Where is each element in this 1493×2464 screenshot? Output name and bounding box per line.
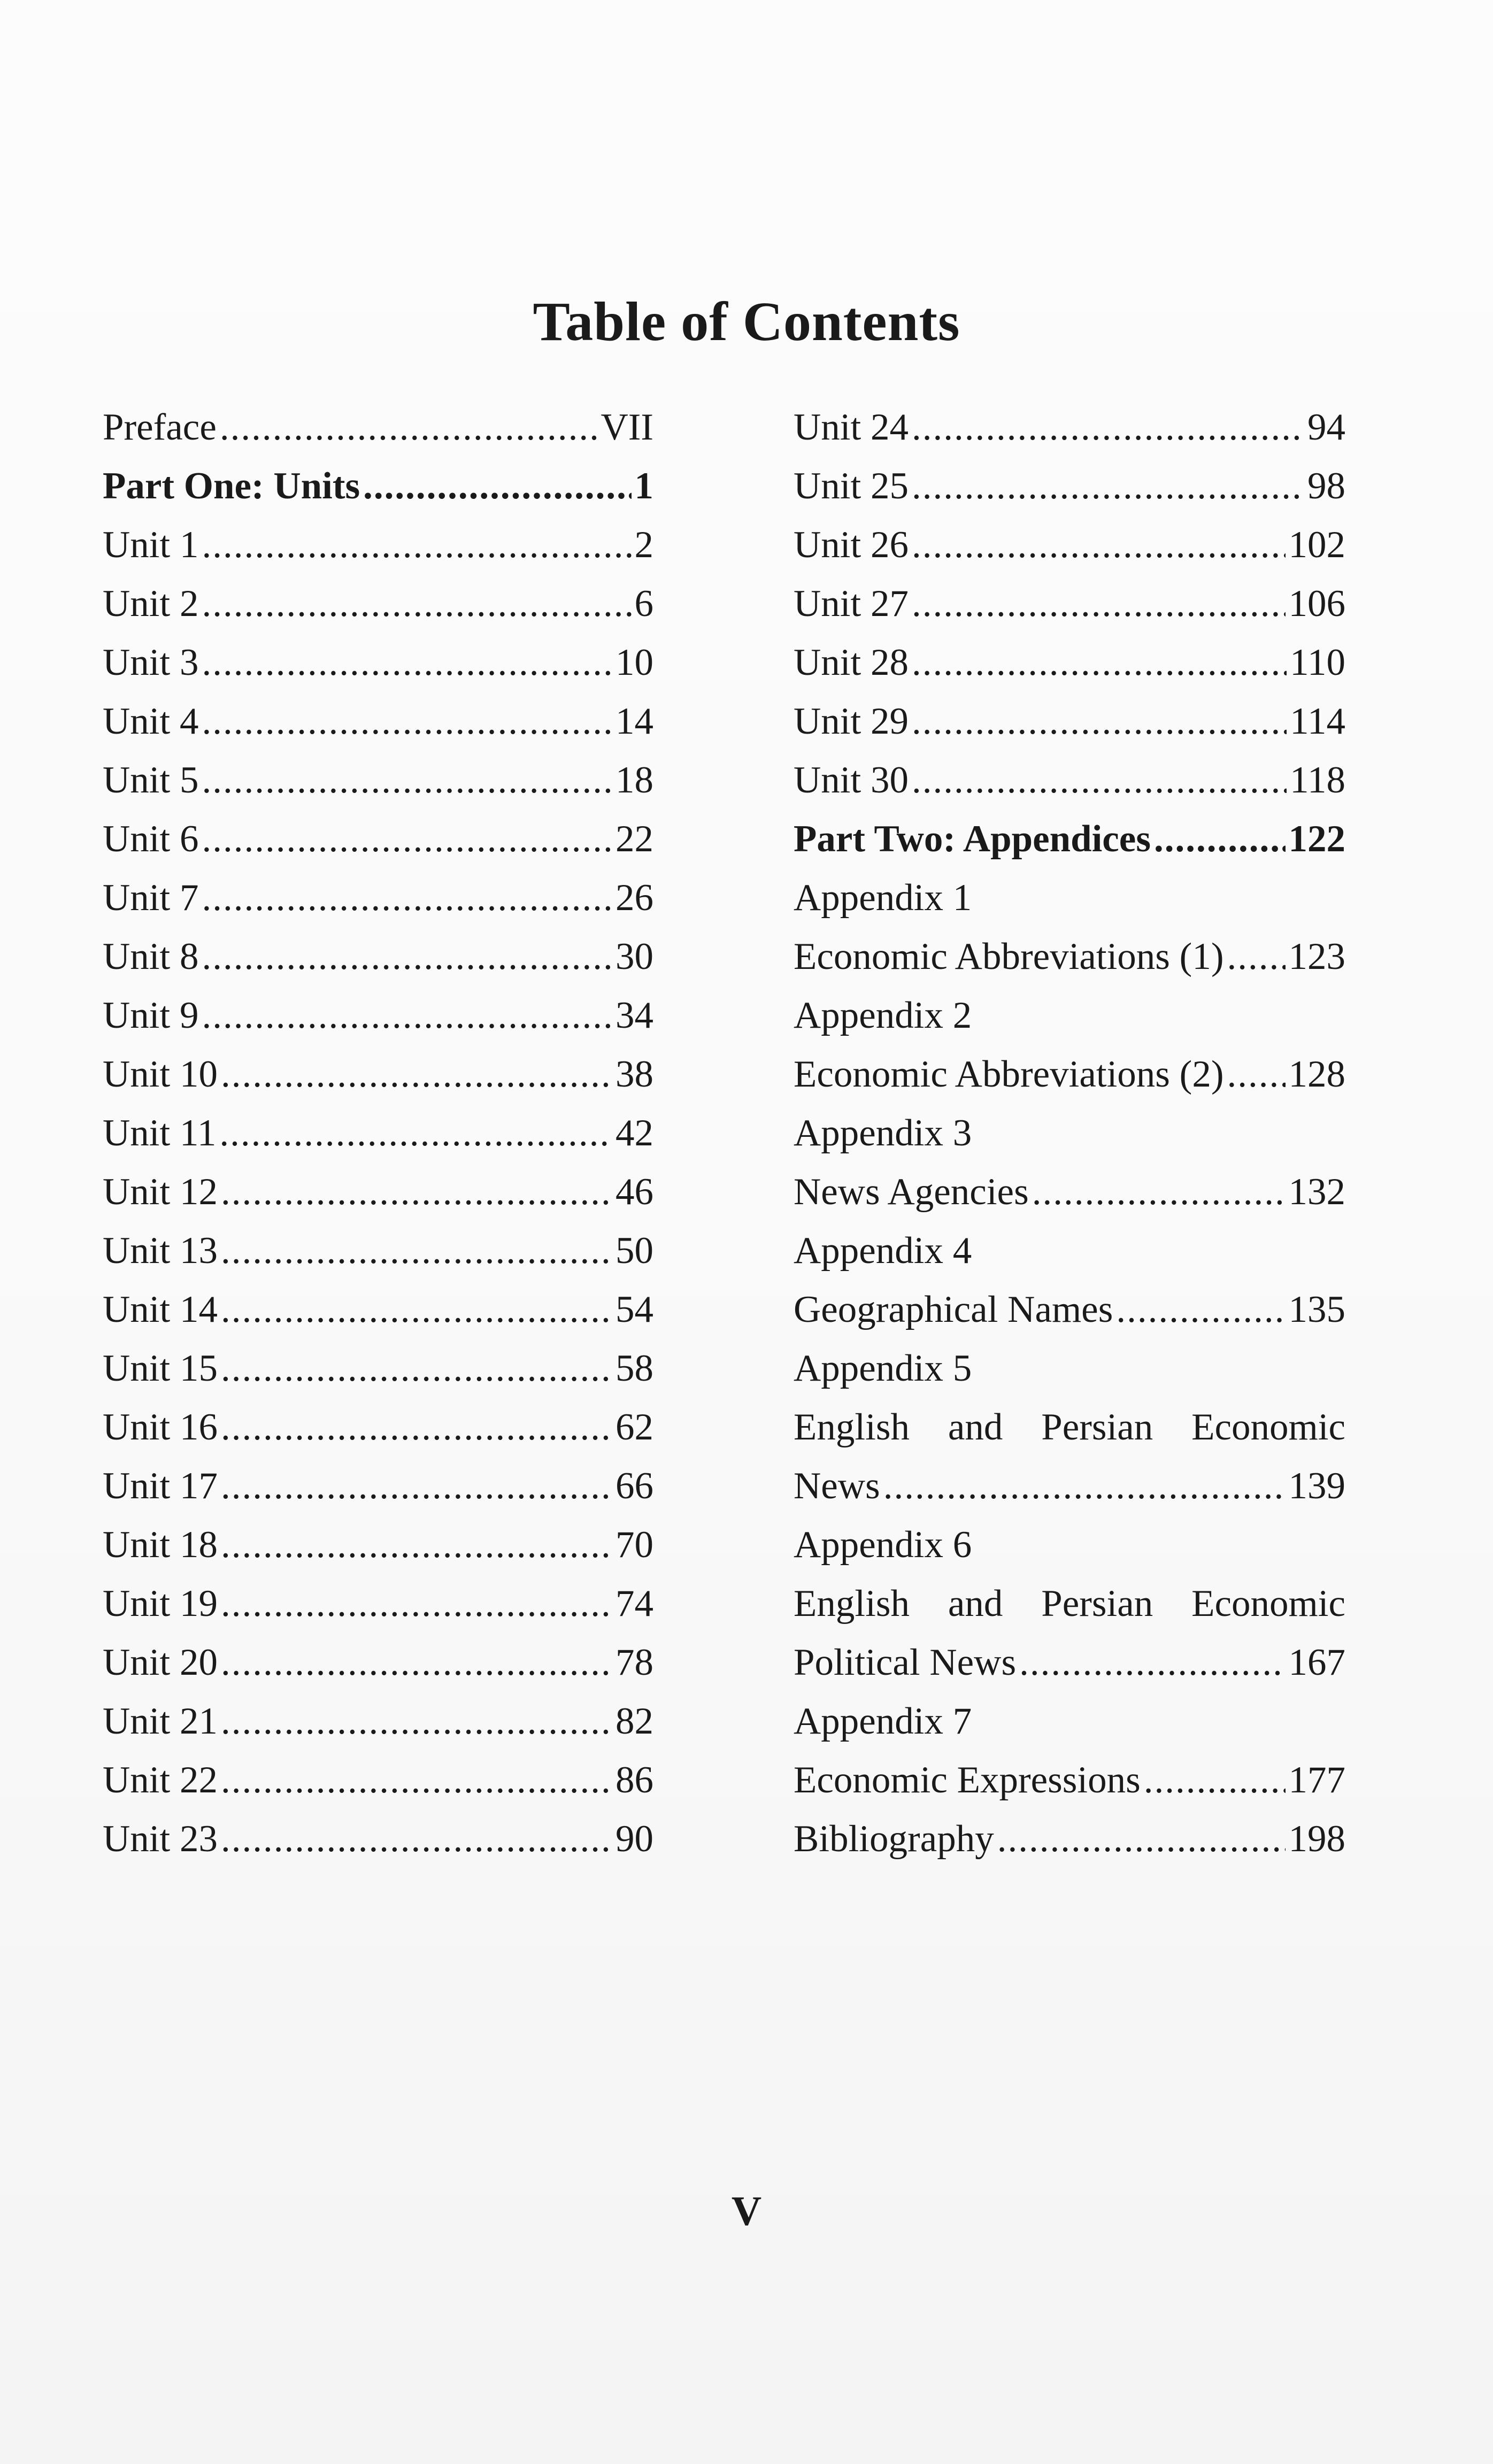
dot-leader: [221, 1056, 612, 1094]
toc-entry: [794, 1446, 1345, 1505]
toc-entry: [103, 1211, 653, 1270]
toc-entry-wrapped-line: [794, 1564, 1345, 1623]
dot-leader: [912, 644, 1287, 682]
toc-entry-page: 94: [1307, 406, 1345, 448]
toc-entry: [794, 1270, 1345, 1329]
toc-entry-label: Unit 6: [103, 818, 199, 860]
toc-entry-page: 177: [1288, 1759, 1345, 1801]
toc-entry-label: Unit 25: [794, 465, 909, 507]
toc-entry-label: Appendix 5: [794, 1348, 972, 1389]
toc-word: Persian: [1041, 1406, 1153, 1448]
toc-entry: [794, 1035, 1345, 1094]
toc-entry-label: Economic Abbreviations (2): [794, 1053, 1224, 1095]
toc-entry-page: 167: [1288, 1642, 1345, 1683]
toc-entry: [794, 446, 1345, 505]
toc-entry-page: 74: [615, 1583, 653, 1624]
toc-entry-label: Unit 13: [103, 1230, 218, 1272]
toc-entry: [103, 1682, 653, 1741]
toc-entry-page: 1: [634, 465, 653, 507]
toc-entry-label: Preface: [103, 406, 217, 448]
dot-leader: [221, 1467, 612, 1505]
dot-leader: [221, 1350, 612, 1388]
toc-entry-page: 42: [615, 1112, 653, 1154]
dot-leader: [202, 703, 612, 741]
toc-word: and: [948, 1406, 1003, 1448]
toc-entry: [103, 1741, 653, 1799]
toc-word: Persian: [1041, 1583, 1153, 1624]
toc-entry-label: Unit 24: [794, 406, 909, 448]
toc-entry-page: 82: [615, 1700, 653, 1742]
toc-entry-label: News Agencies: [794, 1171, 1029, 1213]
toc-entry: [794, 388, 1345, 446]
toc-entry-page: 2: [634, 524, 653, 566]
dot-leader: [202, 997, 612, 1035]
toc-entry: [794, 1741, 1345, 1799]
dot-leader: [363, 467, 631, 505]
dot-leader: [1019, 1644, 1285, 1682]
toc-entry-label: Appendix 2: [794, 995, 972, 1036]
toc-entry-page: 46: [615, 1171, 653, 1213]
toc-part-heading: [794, 799, 1345, 858]
toc-word: Economic: [1191, 1583, 1345, 1624]
toc-entry: [794, 505, 1345, 564]
toc-entry: [103, 1270, 653, 1329]
toc-entry-page: 50: [615, 1230, 653, 1272]
toc-entry: [103, 564, 653, 623]
dot-leader: [912, 526, 1286, 564]
dot-leader: [202, 526, 631, 564]
toc-entry-label: Appendix 3: [794, 1112, 972, 1154]
dot-leader: [883, 1467, 1286, 1505]
toc-entry-page: 26: [615, 877, 653, 919]
toc-entry-label: Unit 18: [103, 1524, 218, 1566]
toc-entry: [794, 741, 1345, 799]
dot-leader: [221, 1291, 612, 1329]
dot-leader: [221, 1408, 612, 1446]
toc-entry: [103, 976, 653, 1035]
dot-leader: [221, 1232, 612, 1270]
toc-entry-page: 132: [1288, 1171, 1345, 1213]
toc-entry-label: Unit 8: [103, 936, 199, 977]
toc-entry-label: Political News: [794, 1642, 1017, 1683]
dot-leader: [202, 644, 612, 682]
toc-entry: [103, 1035, 653, 1094]
toc-entry-page: 110: [1290, 642, 1345, 683]
dot-leader: [1032, 1173, 1286, 1211]
dot-leader: [221, 1703, 612, 1741]
toc-entry: [794, 682, 1345, 741]
toc-entry: [794, 1799, 1345, 1858]
toc-appendix-heading: [794, 1682, 1345, 1741]
dot-leader: [221, 1526, 612, 1564]
toc-appendix-heading: [794, 858, 1345, 917]
toc-appendix-heading: [794, 1094, 1345, 1152]
toc-entry-label: Appendix 6: [794, 1524, 972, 1566]
toc-entry-page: 98: [1307, 465, 1345, 507]
toc-entry-page: 102: [1288, 524, 1345, 566]
toc-entry-page: 86: [615, 1759, 653, 1801]
toc-entry-label: Unit 7: [103, 877, 199, 919]
toc-entry-label: Unit 14: [103, 1289, 218, 1330]
toc-entry-label: Unit 2: [103, 583, 199, 625]
dot-leader: [912, 409, 1304, 446]
toc-entry-page: 128: [1288, 1053, 1345, 1095]
toc-appendix-heading: [794, 1505, 1345, 1564]
toc-entry: [103, 1446, 653, 1505]
toc-entry-page: 58: [615, 1348, 653, 1389]
toc-entry-label: Unit 11: [103, 1112, 217, 1154]
dot-leader: [1227, 938, 1285, 976]
toc-entry-label: Unit 20: [103, 1642, 218, 1683]
toc-entry-page: 78: [615, 1642, 653, 1683]
toc-entry-label: [794, 1408, 1345, 1446]
toc-entry: [103, 1505, 653, 1564]
dot-leader: [912, 703, 1287, 741]
toc-entry-label: Unit 21: [103, 1700, 218, 1742]
toc-entry: [794, 1623, 1345, 1682]
toc-entry-label: Appendix 7: [794, 1700, 972, 1742]
toc-entry-page: 198: [1288, 1818, 1345, 1860]
toc-entry: [103, 1152, 653, 1211]
toc-appendix-heading: [794, 1211, 1345, 1270]
dot-leader: [221, 1644, 612, 1682]
toc-entry: [103, 1564, 653, 1623]
dot-leader: [912, 761, 1287, 799]
toc-entry-label: Unit 23: [103, 1818, 218, 1860]
toc-entry-label: Unit 1: [103, 524, 199, 566]
toc-word: and: [948, 1583, 1003, 1624]
toc-entry: [103, 858, 653, 917]
toc-appendix-heading: [794, 1329, 1345, 1388]
toc-entry-label: Unit 22: [103, 1759, 218, 1801]
toc-entry-page: 118: [1290, 759, 1345, 801]
toc-entry-page: 123: [1288, 936, 1345, 977]
toc-entry-page: 106: [1288, 583, 1345, 625]
toc-entry-page: 14: [615, 700, 653, 742]
toc-entry-label: Economic Expressions: [794, 1759, 1141, 1801]
toc-entry-page: 90: [615, 1818, 653, 1860]
dot-leader: [1144, 1761, 1286, 1799]
toc-entry: [103, 1094, 653, 1152]
dot-leader: [221, 1173, 612, 1211]
toc-entry-label: Appendix 1: [794, 877, 972, 919]
toc-entry: [103, 741, 653, 799]
dot-leader: [202, 585, 631, 623]
toc-entry-page: 66: [615, 1465, 653, 1507]
toc-entry: [103, 1388, 653, 1446]
toc-entry-page: 22: [615, 818, 653, 860]
toc-entry: [103, 682, 653, 741]
toc-word: English: [794, 1583, 910, 1624]
toc-entry: [103, 1623, 653, 1682]
toc-entry-label: Geographical Names: [794, 1289, 1113, 1330]
toc-entry: [794, 564, 1345, 623]
toc-entry-page: 6: [634, 583, 653, 625]
toc-entry-wrapped-line: [794, 1388, 1345, 1446]
toc-entry: [103, 505, 653, 564]
toc-entry-page: 10: [615, 642, 653, 683]
dot-leader: [221, 1820, 612, 1858]
toc-entry-label: Unit 12: [103, 1171, 218, 1213]
toc-appendix-heading: [794, 976, 1345, 1035]
toc-entry-page: 30: [615, 936, 653, 977]
toc-entry-page: 54: [615, 1289, 653, 1330]
toc-entry-page: 135: [1288, 1289, 1345, 1330]
toc-entry-label: Unit 3: [103, 642, 199, 683]
toc-entry-page: 114: [1290, 700, 1345, 742]
toc-entry-label: Unit 15: [103, 1348, 218, 1389]
toc-entry-label: Unit 19: [103, 1583, 218, 1624]
toc-entry-label: News: [794, 1465, 880, 1507]
toc-entry: [103, 1799, 653, 1858]
dot-leader: [202, 761, 612, 799]
toc-entry-label: Appendix 4: [794, 1230, 972, 1272]
toc-word: Economic: [1191, 1406, 1345, 1448]
dot-leader: [1227, 1056, 1285, 1094]
toc-entry-page: 122: [1288, 818, 1345, 860]
toc-right-column: [794, 388, 1345, 1858]
toc-entry-label: Unit 5: [103, 759, 199, 801]
dot-leader: [202, 879, 612, 917]
toc-entry-page: 34: [615, 995, 653, 1036]
toc-entry-label: Unit 10: [103, 1053, 218, 1095]
dot-leader: [997, 1820, 1286, 1858]
toc-entry-page: 18: [615, 759, 653, 801]
toc-entry-label: Unit 30: [794, 759, 909, 801]
toc-entry: [103, 917, 653, 976]
dot-leader: [1116, 1291, 1285, 1329]
toc-entry-label: Bibliography: [794, 1818, 994, 1860]
dot-leader: [202, 938, 612, 976]
toc-entry-label: Unit 26: [794, 524, 909, 566]
toc-entry-label: [794, 1585, 1345, 1623]
toc-entry-label: Unit 27: [794, 583, 909, 625]
toc-entry-label: Part One: Units: [103, 465, 360, 507]
toc-entry: [794, 1152, 1345, 1211]
toc-entry-label: Unit 16: [103, 1406, 218, 1448]
toc-entry-label: Unit 17: [103, 1465, 218, 1507]
toc-entry: [794, 917, 1345, 976]
toc-entry-page: VII: [601, 406, 653, 448]
dot-leader: [1154, 820, 1286, 858]
toc-entry: [103, 388, 653, 446]
toc-entry-page: 38: [615, 1053, 653, 1095]
dot-leader: [912, 585, 1286, 623]
dot-leader: [202, 820, 612, 858]
toc-entry-label: Economic Abbreviations (1): [794, 936, 1224, 977]
toc-entry-label: Unit 29: [794, 700, 909, 742]
toc-entry: [794, 623, 1345, 682]
toc-word: English: [794, 1406, 910, 1448]
dot-leader: [912, 467, 1304, 505]
toc-left-column: [103, 388, 653, 1858]
dot-leader: [221, 1761, 612, 1799]
toc-entry: [103, 623, 653, 682]
dot-leader: [220, 409, 598, 446]
toc-entry-label: Unit 28: [794, 642, 909, 683]
page-number: V: [731, 2188, 762, 2234]
toc-entry-label: Unit 4: [103, 700, 199, 742]
toc-part-heading: [103, 446, 653, 505]
dot-leader: [219, 1114, 612, 1152]
toc-entry-page: 139: [1288, 1465, 1345, 1507]
page-title: Table of Contents: [533, 291, 960, 352]
toc-entry-page: 62: [615, 1406, 653, 1448]
toc-entry: [103, 799, 653, 858]
toc-entry-label: Unit 9: [103, 995, 199, 1036]
toc-entry-page: 70: [615, 1524, 653, 1566]
toc-entry: [103, 1329, 653, 1388]
dot-leader: [221, 1585, 612, 1623]
toc-entry-label: Part Two: Appendices: [794, 818, 1151, 860]
